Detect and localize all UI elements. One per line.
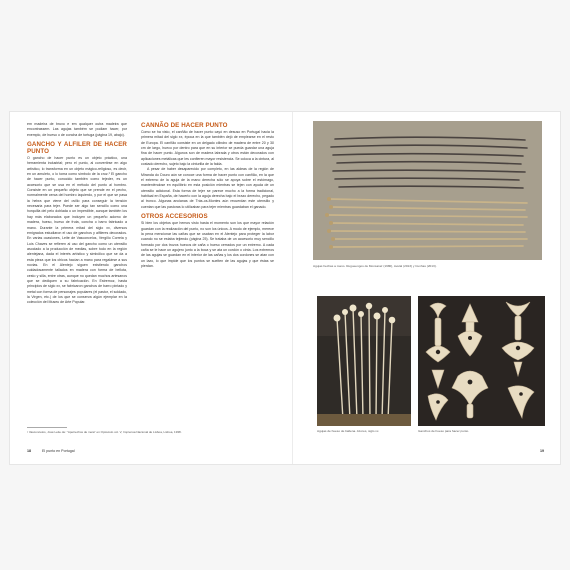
right-page-number: 19: [540, 449, 544, 453]
left-folio: [27, 449, 75, 453]
left-column-1: [27, 122, 127, 306]
col1-intro-paragraph: em madeira de bruxo e em qualquer outra madeira que encontrassem. Las agujas também se podiam hacer, por exemplo, de hueso o de concha de tortuga (página 19, abajo).: [27, 122, 127, 137]
caption-whale-bone: Agujas de hueso de ballena. Azores, siglo xx.: [317, 429, 380, 433]
photo-knitting-needles: [313, 121, 542, 260]
needles-illustration: [313, 121, 542, 260]
section-heading-otros: OTROS ACCESORIOS: [141, 213, 208, 221]
footnote-rule: [27, 427, 67, 428]
section-heading-gancho: GANCHO Y ALFILER DE HACER PUNTO: [27, 141, 127, 156]
bone-hooks-illustration: [418, 296, 545, 426]
cannao-paragraph-2: A pesar de haber desaparecido por completo, en las aldeas de la región de Miranda do Douro aún se conoce una forma de hacer punto con canñão, en la que el extremo de la aguja de la mano derecha sólo se apoya sobre el estómago, manteniéndose en equilibrio en esta posición mientras se tejen con ayuda de un utensilio adicional. Esta forma de tejer se parece mucho a la forma tradicional, habitual en España, de hacerlo con la aguja derecha bajo el brazo derecho, pegado al tronco. Algunas ancianas de Trás-os-Montes aún recuerdan este utensilio y cuentan que las pastoras lo utilizaban para tejer mientras guardaban el ganado.: [141, 167, 274, 209]
bone-needles-illustration: [317, 296, 411, 426]
col1-body-paragraph: O gancho de hacer punto es un objeto práctico, una herramienta industrial; pero el punto, al convertirse en algo artístico, lo transforma en un objeto mágico-religioso, es decir, en un amuleto, o lo toma como símbolo de la cruz.¹ El gancho de hacer punto, conocido también como tejeder, es un accesorio que se usa en el método del punto al hombro. Consiste en un pequeño objeto que se prende en el pecho, normalmente cerca del hombro izquierdo, y por el que se pasa la hebra que viene del ovillo para conseguir la tensión necesaria para tejer. Puede ser algo tan sencillo como una horquilla del pelo doblada o un imperdible, aunque también los hay más elaborados que incluyen un pequeño adorno de madera, hueso, hueso de fruta, concha o barro fabricado a mano. Durante la primera mitad del siglo xx, diversos emigrados estudiaron el uso de ganchos y alfileres decorados. En varias ocasiones, Leite de Vasconcelos, Vergílio Correia y Luís Chaves se refieren al uso del gancho como un utensilio asociado a la producción de medias, sobre todo en la región alentejana, dada el interés artístico y simbólico que se da a esta pieza que los chicos hacían a mano para regalárse a sus novias. En el Alentejo siguen existiendo ganchos cuidadosamente tallados en madera con forma de bellota, cesto y silla, entre otras, aunque no quedan muchos artesanos que se dediquen a su fabricación. En Estremoz, hasta principios de siglo xx, se fabricaron ganchos de barro pintado y metal con forma de personajes populares (el pastor, el soldado, la Virgen, etc.) de los que se conserva algún ejemplar en la colección del Museu de Arte Popular.: [27, 156, 127, 305]
running-title: El punto en Portugal: [42, 449, 75, 453]
left-column-2: [141, 122, 274, 269]
photo-bone-hooks: [418, 296, 545, 426]
left-page-number: 18: [27, 449, 31, 453]
otros-paragraph: Si bien los objetos que hemos visto hasta el momento son los que mayor relación guardan con la realización del punto, no son los únicos. A modo de ejemplo, merece la pena mencionar las cañas que se usaban en el Alentejo para proteger la labor cuando no se estaba tejiendo (página 25). Se trataba de un accesorio muy sencillo formado por dos trozos huecos de caña o hueso cerrados por un extremo. A cada caña se le hace un agujero junto a la boca y se ata un cordón o cinta. Los extremos de las agujas se guardan en el interior de las cañas y los dos cordones se atan con un lazo, lo que impide que los puntos se suelten de las agujas y que éstas se pierdan.: [141, 221, 274, 268]
caption-bone-hooks: Ganchos de hueso para hacer punto.: [418, 429, 470, 433]
photo-whale-bone-needles: [317, 296, 411, 426]
caption-needles: Agujas hechas a mano. Regueengos de Monsaraz (1980), Avelal (2013) y Cunhas (2013).: [313, 264, 437, 268]
footnote: ¹ Vasconcelos, José Leite de: "Apetrechos de meia" en Opúsculo vol. V, Imprensa Nacional de Lisboa, Lisboa, 1938.: [27, 430, 182, 434]
cannao-paragraph-1: Como se ha visto, el canñão de hacer punto cayó en desuso en Portugal hacia la primera mitad del siglo xx, época en la que también dejó de emplearse en el resto de Europa. El canñão consiste en un delgado cilindro de madera de entre 20 y 30 cm de largo, hueco por dentro para que en su interior se pueda guardar una aguja fina de hacer punto. Algunos son de madera labrada y otros están decorados con aplicaciones metálicas que les confieren mayor resistencia. Se coloca a la cintura, al costado derecho, sujeto bajo la cinturilla de la falda.: [141, 130, 274, 167]
book-gutter: [292, 112, 293, 464]
section-heading-cannao: CANNÃO DE HACER PUNTO: [141, 122, 228, 129]
